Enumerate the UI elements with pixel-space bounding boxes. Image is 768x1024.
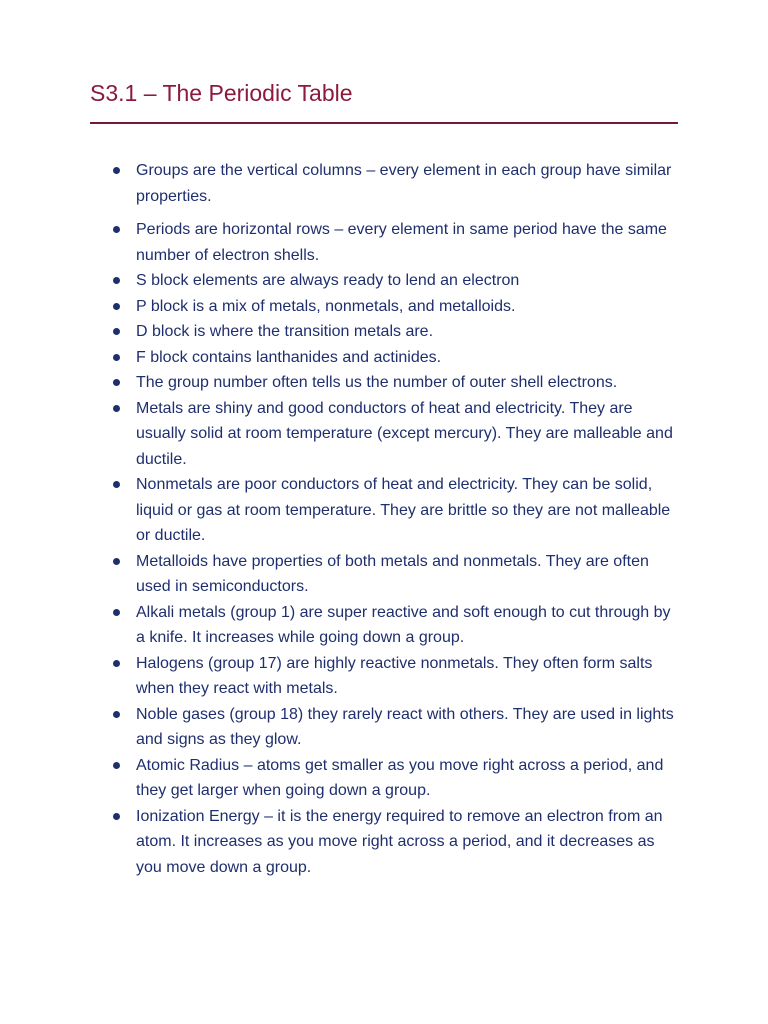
- bullet-icon: [113, 328, 120, 335]
- bullet-icon: [113, 405, 120, 412]
- bullet-icon: [113, 354, 120, 361]
- bullet-icon: [113, 558, 120, 565]
- list-item-text: Groups are the vertical columns – every element in each group have similar properties.: [136, 162, 672, 205]
- list-item: [0, 319, 768, 345]
- bullet-icon: [113, 167, 120, 174]
- list-item: [0, 651, 768, 702]
- bullet-icon: [113, 609, 120, 616]
- bullet-icon: [113, 711, 120, 718]
- bullet-icon: [113, 660, 120, 667]
- list-item-text: F block contains lanthanides and actinides.: [136, 348, 442, 366]
- list-item: [0, 804, 768, 881]
- list-item-text: Ionization Energy – it is the energy required to remove an electron from an atom. It increases as you move right across a period, and it decreases as you move down a group.: [136, 807, 663, 876]
- list-item: [0, 370, 768, 396]
- list-item-text: S block elements are always ready to lend an electron: [136, 272, 520, 289]
- list-item: [0, 753, 768, 804]
- list-item-text: The group number often tells us the number of outer shell electrons.: [136, 374, 618, 391]
- page-title: S3.1 – The Periodic Table: [90, 80, 353, 106]
- list-item: [0, 345, 768, 371]
- bullet-icon: [113, 303, 120, 310]
- list-item-text: D block is where the transition metals are.: [136, 323, 434, 340]
- list-item-text: P block is a mix of metals, nonmetals, and metalloids.: [136, 297, 516, 315]
- list-item-text: Halogens (group 17) are highly reactive nonmetals. They often form salts when they react with metals.: [136, 654, 653, 697]
- list-item-text: Periods are horizontal rows – every element in same period have the same number of electron shells.: [136, 221, 667, 264]
- list-item: [0, 549, 768, 600]
- bullet-icon: [113, 762, 120, 769]
- title-divider: [90, 122, 678, 124]
- list-item: [0, 294, 768, 320]
- list-item-text: Metals are shiny and good conductors of heat and electricity. They are usually solid at room temperature (except mercury). They are malleable and ductile.: [136, 399, 673, 468]
- list-item-text: Alkali metals (group 1) are super reactive and soft enough to cut through by a knife. It increases while going down a group.: [136, 603, 671, 646]
- list-item-text: Atomic Radius – atoms get smaller as you move right across a period, and they get larger when going down a group.: [136, 756, 664, 799]
- bullet-icon: [113, 813, 120, 820]
- list-item-text: Noble gases (group 18) they rarely react with others. They are used in lights and signs as they glow.: [136, 705, 674, 748]
- bullet-list: [0, 158, 768, 880]
- list-item-text: Nonmetals are poor conductors of heat and electricity. They can be solid, liquid or gas at room temperature. They are brittle so they are not malleable or ductile.: [136, 476, 671, 544]
- list-item-text: Metalloids have properties of both metals and nonmetals. They are often used in semiconductors.: [136, 552, 649, 595]
- bullet-icon: [113, 277, 120, 284]
- list-item: [0, 217, 768, 268]
- bullet-icon: [113, 481, 120, 488]
- list-item: [0, 158, 768, 209]
- bullet-icon: [113, 226, 120, 233]
- list-item: [0, 268, 768, 294]
- bullet-icon: [113, 379, 120, 386]
- list-item: [0, 702, 768, 753]
- list-item: [0, 472, 768, 549]
- list-item: [0, 600, 768, 651]
- list-item: [0, 396, 768, 473]
